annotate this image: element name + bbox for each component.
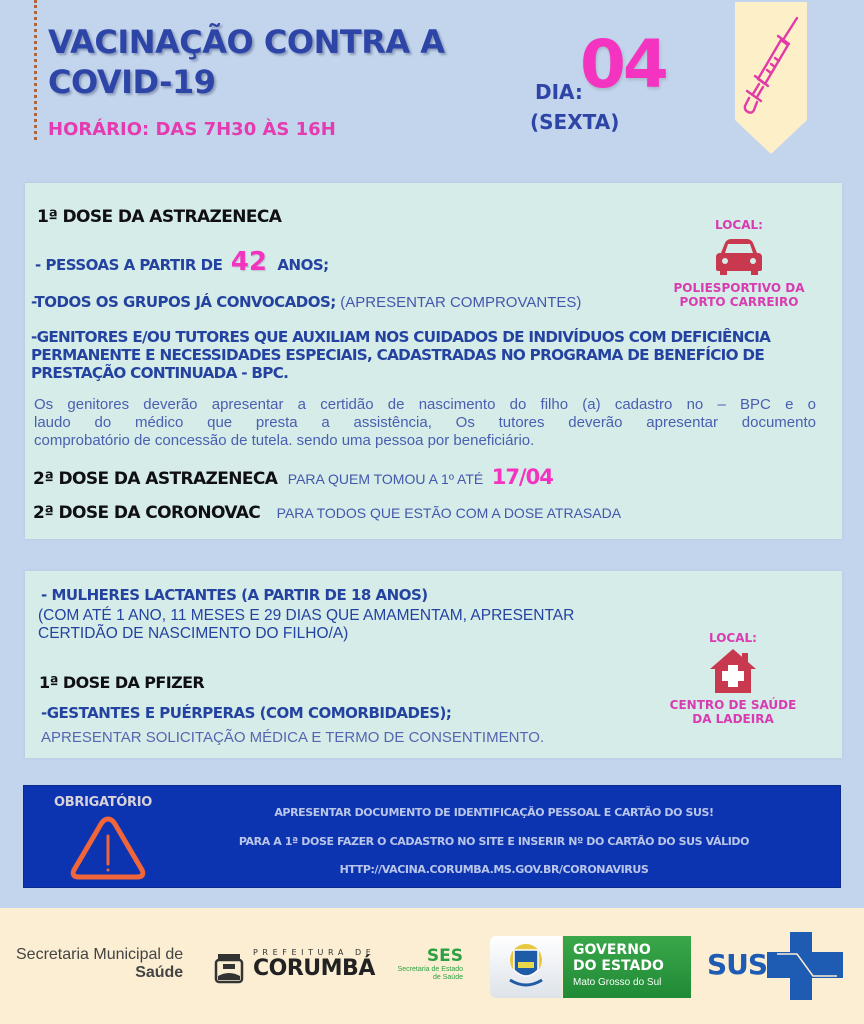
alert-title: OBRIGATÓRIO xyxy=(54,795,153,810)
sus-label: SUS xyxy=(707,948,768,981)
header xyxy=(0,0,864,170)
health-center-icon xyxy=(708,647,758,695)
second-astra-date: 17/04 xyxy=(491,465,553,489)
lactating-note-line-2: CERTIDÃO DE NASCIMENTO DO FILHO/A) xyxy=(38,625,349,642)
day-label: DIA: xyxy=(535,80,583,104)
guardians-line-2: PERMANENTE E NECESSIDADES ESPECIAIS, CADASTRADAS NO PROGRAMA DE BENEFÍCIO DE xyxy=(31,346,764,364)
gov-line-3: Mato Grosso do Sul xyxy=(573,977,662,988)
location-poliesportivo xyxy=(669,218,809,309)
alert-line-2: PARA A 1ª DOSE FAZER O CADASTRO NO SITE E INSERIR Nº DO CARTÃO DO SUS VÁLIDO xyxy=(238,835,750,848)
page-title: VACINAÇÃO CONTRA A COVID-19 xyxy=(48,23,445,101)
location-centro-saude xyxy=(663,631,803,726)
weekday-label: (SEXTA) xyxy=(530,110,620,134)
prefeitura-label: PREFEITURA DE xyxy=(253,948,376,957)
ms-crest xyxy=(490,936,562,998)
ses-sub-line-2: de Saúde xyxy=(433,974,463,981)
pfizer-heading: 1ª DOSE DA PFIZER xyxy=(39,673,205,692)
groups-criteria xyxy=(31,293,581,312)
smds-line-1: Secretaria Municipal de xyxy=(16,946,184,963)
lactating-note-line-1: (COM ATÉ 1 ANO, 11 MESES E 29 DIAS QUE AMAMENTAM, APRESENTAR xyxy=(38,607,575,624)
groups-bold: -TODOS OS GRUPOS JÁ CONVOCADOS; xyxy=(31,293,336,311)
logo-ses xyxy=(393,946,463,982)
car-icon xyxy=(715,237,763,277)
corumba-label: CORUMBÁ xyxy=(253,956,375,981)
location-label: LOCAL: xyxy=(715,218,763,232)
day-number: 04 xyxy=(580,26,666,103)
guardians-line-1: -GENITORES E/OU TUTORES QUE AUXILIAM NOS CUIDADOS DE INDIVÍDUOS COM DEFICIÊNCIA xyxy=(31,328,771,346)
footer-logos xyxy=(0,908,864,1024)
guardians-line-3: PRESTAÇÃO CONTINUADA - BPC. xyxy=(31,364,289,382)
gov-line-2: DO ESTADO xyxy=(573,958,664,974)
logo-prefeitura-corumba xyxy=(253,948,375,981)
second-astra-heading: 2ª DOSE DA ASTRAZENECA xyxy=(33,469,278,489)
age-criteria xyxy=(35,247,329,277)
lactating-bold: - MULHERES LACTANTES (A PARTIR DE 18 ANOS) xyxy=(41,586,428,604)
logo-governo-ms xyxy=(563,936,691,998)
age-value: 42 xyxy=(230,247,267,277)
pregnant-note: APRESENTAR SOLICITAÇÃO MÉDICA E TERMO DE CONSENTIMENTO. xyxy=(41,729,545,746)
pregnant-bold: -GESTANTES E PUÉRPERAS (COM COMORBIDADES); xyxy=(41,704,452,722)
alert-line-1: APRESENTAR DOCUMENTO DE IDENTIFICAÇÃO PESSOAL E CARTÃO DO SUS! xyxy=(274,806,714,819)
logo-secretaria-municipal xyxy=(16,946,183,982)
second-dose-coronovac xyxy=(33,503,621,523)
astrazeneca-card xyxy=(25,183,842,539)
location-name-line-1: CENTRO DE SAÚDE xyxy=(669,698,797,712)
syringe-banner xyxy=(735,2,807,154)
second-astra-note: PARA QUEM TOMOU A 1º ATÉ xyxy=(287,471,484,487)
location-name-line-1: POLIESPORTIVO DA xyxy=(673,281,805,295)
location-name-line-2: PORTO CARREIRO xyxy=(679,295,799,309)
gov-line-1: GOVERNO xyxy=(573,942,651,958)
second-corona-heading: 2ª DOSE DA CORONOVAC xyxy=(33,503,261,523)
guardians-note-line-1: Os genitores deverão apresentar a certidão de nascimento do filho (a) cadastro no – BPC e o xyxy=(34,396,816,413)
guardians-note-line-3: comprobatório de concessão de tutela. sendo uma pessoa por beneficiário. xyxy=(34,432,535,449)
alert-url[interactable]: HTTP://VACINA.CORUMBA.MS.GOV.BR/CORONAVIRUS xyxy=(339,863,649,876)
ses-sub-line-1: Secretaria de Estado xyxy=(397,966,463,973)
mandatory-alert xyxy=(23,785,841,888)
smds-line-2: Saúde xyxy=(135,964,184,981)
age-prefix: - PESSOAS A PARTIR DE xyxy=(35,256,223,274)
section-heading-astrazeneca-first: 1ª DOSE DA ASTRAZENECA xyxy=(37,207,282,227)
syringe-icon xyxy=(735,2,807,154)
ms-coat-of-arms-icon xyxy=(490,936,562,998)
guardians-note xyxy=(34,396,816,450)
second-dose-astrazeneca xyxy=(33,465,553,489)
sus-cross-icon xyxy=(767,930,843,1002)
location-label: LOCAL: xyxy=(709,631,757,645)
second-corona-note: PARA TODOS QUE ESTÃO COM A DOSE ATRASADA xyxy=(276,505,622,521)
guardians-criteria xyxy=(31,328,770,382)
lactating-pfizer-card xyxy=(25,571,842,758)
groups-note: (APRESENTAR COMPROVANTES) xyxy=(340,294,582,311)
location-name-line-2: DA LADEIRA xyxy=(692,712,774,726)
age-suffix: ANOS; xyxy=(277,256,329,274)
guardians-note-line-2: laudo do médico que presta a assistência, Os tutores deverão apresentar documento xyxy=(34,414,816,431)
corumba-crest-icon xyxy=(212,952,246,984)
dotted-divider xyxy=(34,0,37,140)
warning-icon xyxy=(68,814,148,882)
ses-label: SES xyxy=(426,946,463,966)
schedule-text: HORÁRIO: DAS 7H30 ÀS 16H xyxy=(48,119,336,140)
lactating-note xyxy=(38,607,574,643)
